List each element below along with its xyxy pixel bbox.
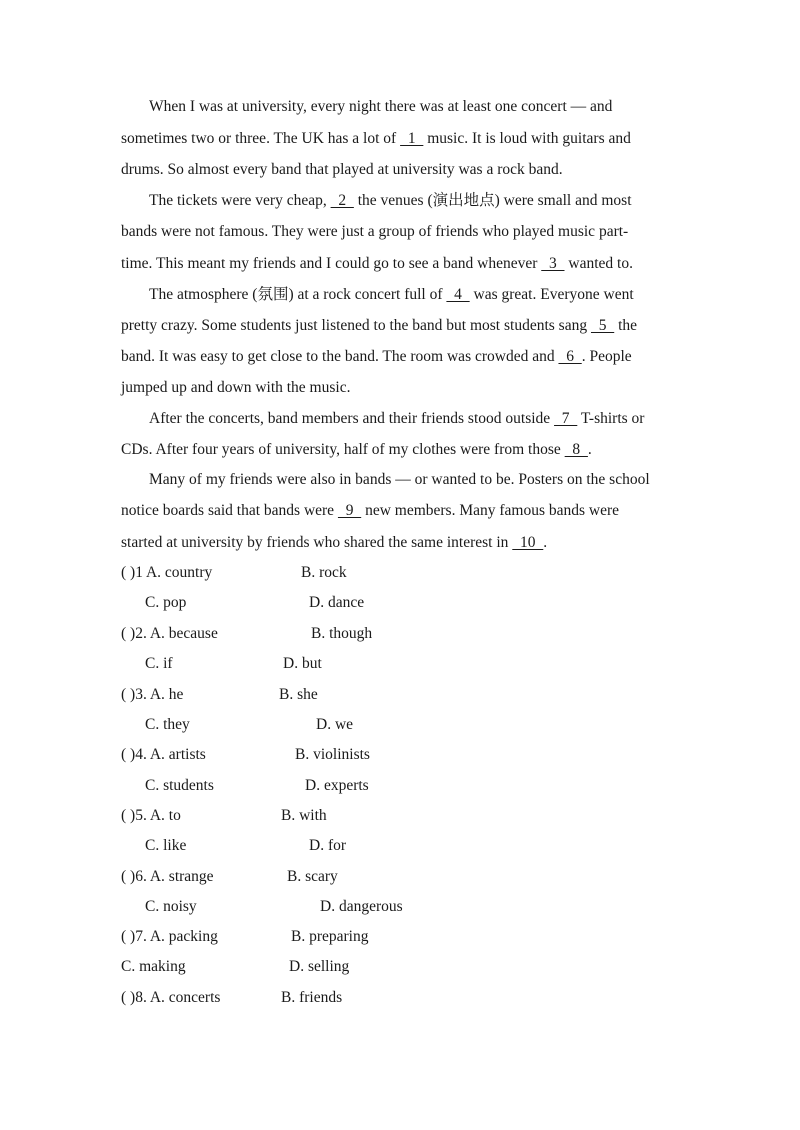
passage-text: The tickets were very cheap, <box>149 192 331 209</box>
passage-line <box>121 440 592 460</box>
passage-line <box>149 285 634 305</box>
passage-line <box>121 222 628 242</box>
question-6-option: D. dangerous <box>320 898 403 915</box>
question-1-option: B. rock <box>301 564 347 581</box>
passage-text: time. This meant my friends and I could go to see a band whenever <box>121 255 542 272</box>
passage-text: pretty crazy. Some students just listened to the band but most students sang <box>121 317 591 334</box>
question-2-option: D. but <box>283 655 322 672</box>
blank-6: 6 <box>558 348 582 365</box>
passage-line <box>121 316 637 336</box>
passage-text: new members. Many famous bands were <box>361 502 620 519</box>
passage-line <box>121 129 631 149</box>
blank-2: 2 <box>330 192 354 209</box>
question-1-option: ( )1 A. country <box>121 564 213 581</box>
passage-text: band. It was easy to get close to the band. The room was crowded and <box>121 348 559 365</box>
passage-text: wanted to. <box>564 255 633 272</box>
question-8-option: B. friends <box>281 989 343 1006</box>
question-6-option: ( )6. A. strange <box>121 868 214 885</box>
question-1-option: D. dance <box>309 594 365 611</box>
blank-10: 10 <box>512 534 544 551</box>
passage-line <box>121 254 633 274</box>
blank-1: 1 <box>400 130 424 147</box>
passage-text: . <box>587 441 592 458</box>
passage-text: . <box>543 534 548 551</box>
question-3-option: D. we <box>316 716 354 733</box>
passage-text: the <box>614 317 638 334</box>
blank-5: 5 <box>590 317 615 334</box>
passage-text: The atmosphere (氛围) at a rock concert full of <box>149 286 447 303</box>
question-1-option: C. pop <box>145 594 187 611</box>
question-7-option: C. making <box>121 958 186 975</box>
question-3-option: ( )3. A. he <box>121 686 184 703</box>
question-7-option: ( )7. A. packing <box>121 928 218 945</box>
passage-line <box>149 470 650 490</box>
passage-text: . People <box>581 348 632 365</box>
passage-line <box>149 191 632 211</box>
passage-line <box>121 501 619 521</box>
passage-line <box>121 160 563 180</box>
passage-text: was great. Everyone went <box>469 286 634 303</box>
question-5-option: B. with <box>281 807 327 824</box>
passage-text: bands were not famous. They were just a group of friends who played music part- <box>121 223 629 240</box>
passage-line <box>149 97 612 117</box>
question-5-option: C. like <box>145 837 187 854</box>
passage-line <box>121 347 632 367</box>
passage-text: jumped up and down with the music. <box>121 379 351 396</box>
question-8-option: ( )8. A. concerts <box>121 989 221 1006</box>
passage-text: notice boards said that bands were <box>121 502 338 519</box>
passage-text: CDs. After four years of university, half of my clothes were from those <box>121 441 565 458</box>
passage-text: T-shirts or <box>577 410 645 427</box>
question-3-option: C. they <box>145 716 190 733</box>
question-5-option: D. for <box>309 837 347 854</box>
question-4-option: C. students <box>145 777 214 794</box>
passage-text: sometimes two or three. The UK has a lot of <box>121 130 401 147</box>
passage-text: Many of my friends were also in bands — or wanted to be. Posters on the school <box>149 471 650 488</box>
question-4-option: ( )4. A. artists <box>121 746 206 763</box>
question-4-option: B. violinists <box>295 746 370 763</box>
question-7-option: B. preparing <box>291 928 369 945</box>
question-7-option: D. selling <box>289 958 350 975</box>
blank-7: 7 <box>554 410 578 427</box>
question-6-option: B. scary <box>287 868 338 885</box>
passage-text: music. It is loud with guitars and <box>423 130 631 147</box>
question-2-option: C. if <box>145 655 173 672</box>
blank-4: 4 <box>446 286 470 303</box>
question-6-option: C. noisy <box>145 898 197 915</box>
blank-8: 8 <box>564 441 588 458</box>
passage-line <box>121 533 547 553</box>
passage-text: the venues (演出地点) were small and most <box>353 192 632 209</box>
question-4-option: D. experts <box>305 777 369 794</box>
question-2-option: B. though <box>311 625 373 642</box>
question-3-option: B. she <box>279 686 318 703</box>
passage-text: When I was at university, every night there was at least one concert — and <box>149 98 613 115</box>
passage-text: drums. So almost every band that played at university was a rock band. <box>121 161 563 178</box>
passage-text: started at university by friends who shared the same interest in <box>121 534 513 551</box>
passage-line <box>149 409 644 429</box>
blank-9: 9 <box>337 502 362 519</box>
blank-3: 3 <box>541 255 565 272</box>
question-2-option: ( )2. A. because <box>121 625 218 642</box>
passage-line <box>121 378 350 398</box>
question-5-option: ( )5. A. to <box>121 807 181 824</box>
passage-text: After the concerts, band members and their friends stood outside <box>149 410 555 427</box>
